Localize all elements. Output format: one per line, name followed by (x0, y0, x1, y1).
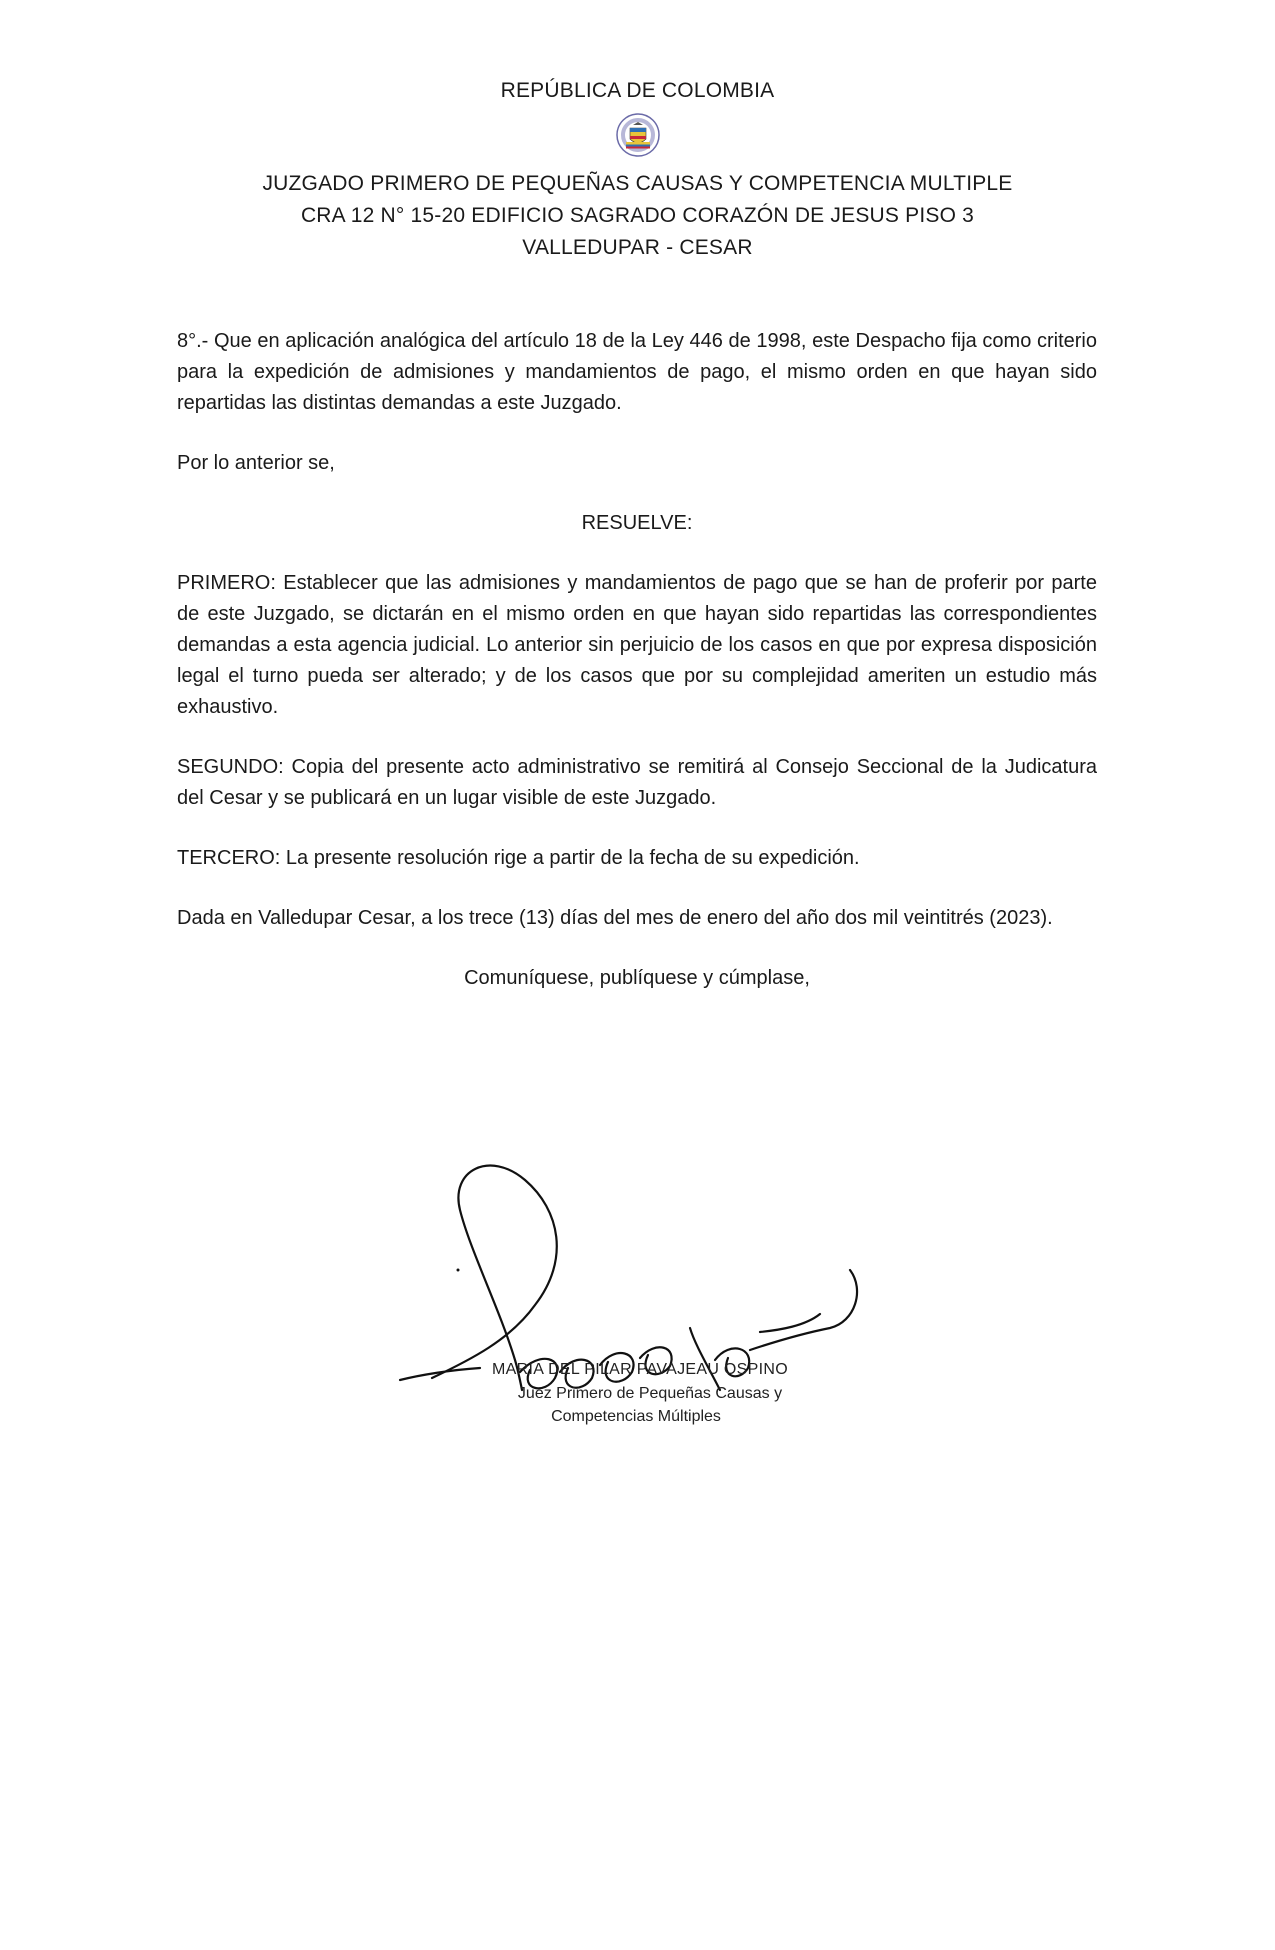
closing-formula: Comuníquese, publíquese y cúmplase, (464, 967, 810, 989)
country-title: REPÚBLICA DE COLOMBIA (500, 79, 775, 102)
paragraph-por-lo-anterior: Por lo anterior se, (177, 452, 335, 474)
paragraph-dada-en: Dada en Valledupar Cesar, a los trece (13) días del mes de enero del año dos mil veintitrés (2023). (177, 907, 1053, 929)
paragraph-tercero: TERCERO: La presente resolución rige a partir de la fecha de su expedición. (177, 847, 860, 869)
court-city: VALLEDUPAR - CESAR (522, 236, 753, 259)
paragraph-considerando-8: 8°.- Que en aplicación analógica del artículo 18 de la Ley 446 de 1998, este Despacho fija como criterio para la expedición de admisiones y mandamientos de pago, el mismo orden en que hayan sido repartidas las distintas demandas a este Juzgado. (177, 330, 1097, 414)
signer-title-line1: Juez Primero de Pequeñas Causas y (517, 1385, 783, 1402)
rama-judicial-seal-icon (615, 112, 661, 158)
paragraph-primero: PRIMERO: Establecer que las admisiones y mandamientos de pago que se han de proferir por parte de este Juzgado, se dictarán en el mismo orden en que hayan sido repartidas las correspondientes demandas a esta agencia judicial. Lo anterior sin perjuicio de los casos en que por expresa disposición legal el turno pueda ser alterado; y de los casos que por su complejidad ameriten un estudio más exhaustivo. (177, 572, 1097, 718)
paragraph-segundo: SEGUNDO: Copia del presente acto administrativo se remitirá al Consejo Seccional de la Judicatura del Cesar y se publicará en un lugar visible de este Juzgado. (177, 756, 1097, 809)
court-address: CRA 12 N° 15-20 EDIFICIO SAGRADO CORAZÓN DE JESUS PISO 3 (300, 204, 975, 227)
signer-name: MARIA DEL PILAR PAVAJEAU OSPINO (492, 1361, 788, 1378)
signature-block (360, 1100, 900, 1430)
document-body (177, 326, 1097, 994)
signer-title-line2: Competencias Múltiples (551, 1408, 721, 1425)
resuelve-heading: RESUELVE: (581, 512, 693, 534)
document-header (0, 76, 1275, 264)
court-name: JUZGADO PRIMERO DE PEQUEÑAS CAUSAS Y COMPETENCIA MULTIPLE (262, 172, 1013, 195)
